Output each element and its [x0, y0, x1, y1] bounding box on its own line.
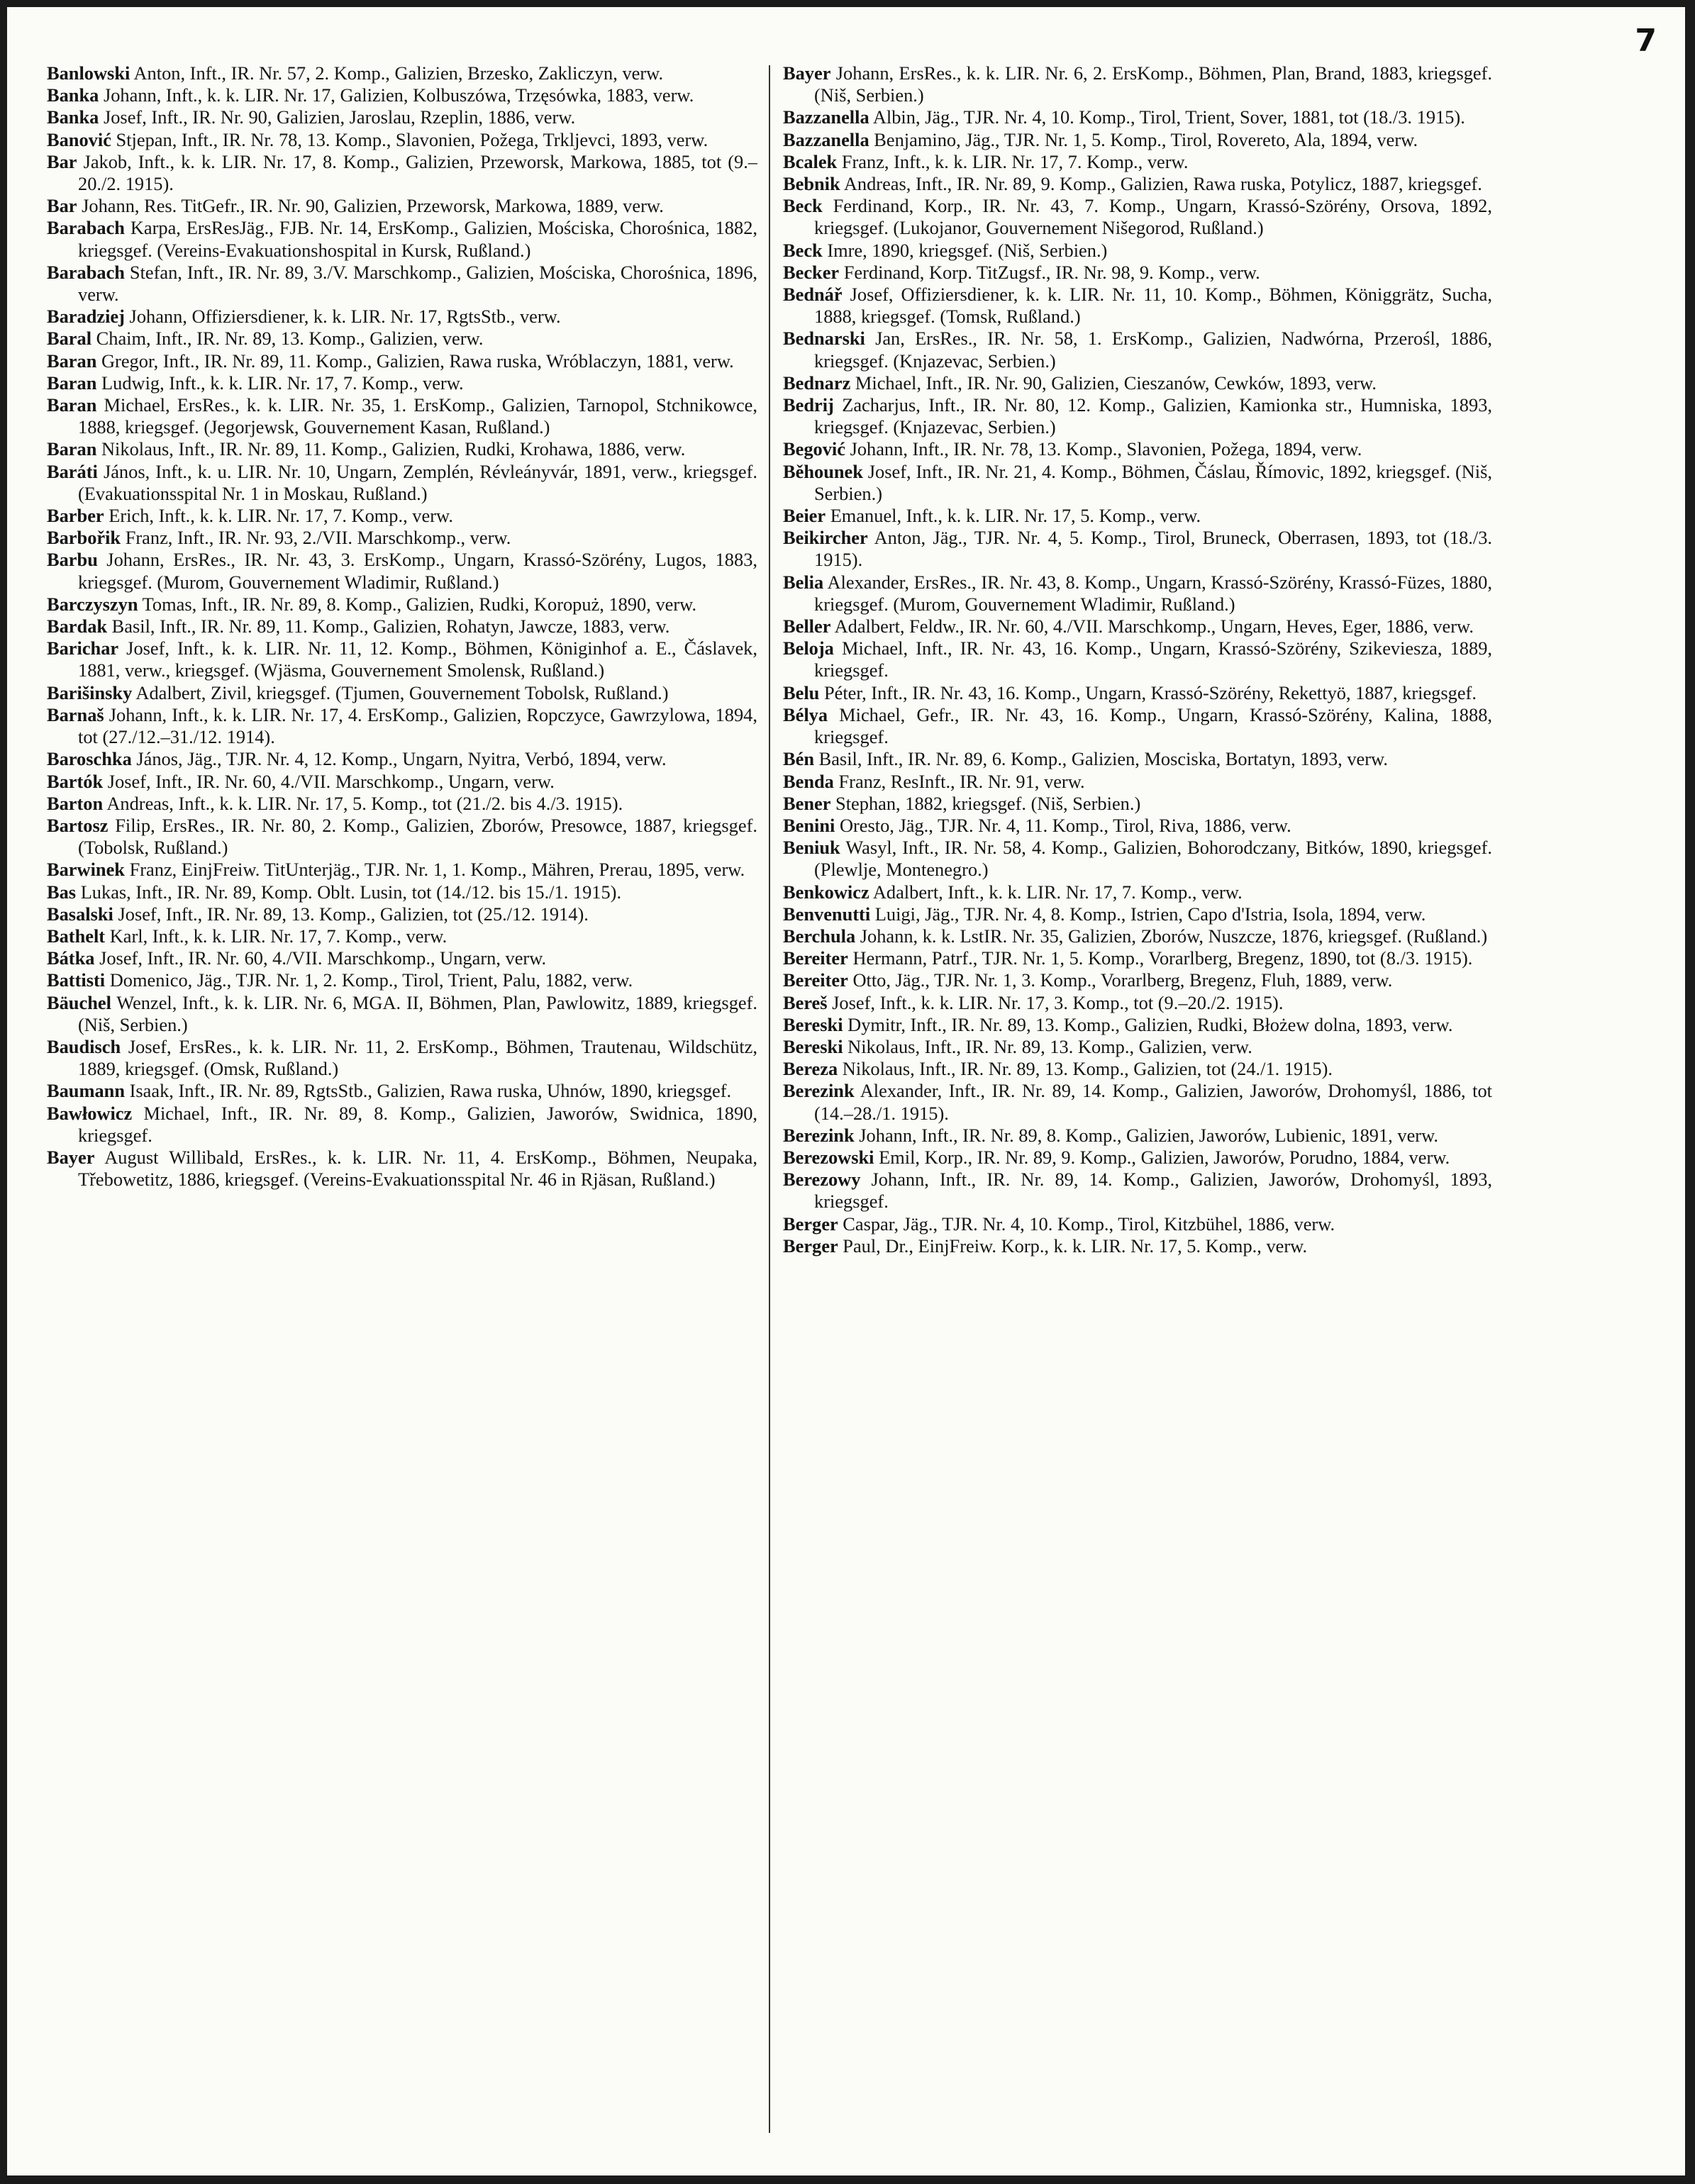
entry-details: Johann, Inft., k. k. LIR. Nr. 17, 4. ErsKomp., Galizien, Ropczyce, Gawrzylowa, 1894, tot (27./12.–31./12. 1914).	[78, 703, 757, 748]
entry-surname: Barton	[47, 792, 104, 814]
entry-details: Nikolaus, Inft., IR. Nr. 89, 11. Komp., Galizien, Rudki, Krohawa, 1886, verw.	[101, 438, 686, 460]
entry-details: Alexander, Inft., IR. Nr. 89, 14. Komp., Galizien, Jaworów, Drohomyśl, 1886, tot (14.–28./1. 1915).	[814, 1080, 1492, 1124]
roll-entry	[783, 925, 1492, 947]
entry-surname: Baran	[47, 394, 97, 416]
roll-entry	[783, 372, 1492, 394]
entry-surname: Basalski	[47, 903, 113, 925]
entry-surname: Bereza	[783, 1058, 838, 1080]
entry-surname: Bartosz	[47, 814, 109, 836]
roll-entry	[47, 969, 757, 991]
entry-surname: Beloja	[783, 637, 834, 659]
column-divider	[769, 65, 770, 2133]
entry-details: Johann, Res. TitGefr., IR. Nr. 90, Galizien, Przeworsk, Markowa, 1889, verw.	[82, 195, 664, 217]
entry-details: Andreas, Inft., IR. Nr. 89, 9. Komp., Galizien, Rawa ruska, Potylicz, 1887, kriegsgef.	[843, 173, 1482, 195]
roll-entry	[47, 704, 757, 748]
entry-surname: Bayer	[47, 1146, 95, 1168]
roll-entry	[47, 793, 757, 815]
entry-details: Johann, ErsRes., k. k. LIR. Nr. 6, 2. ErsKomp., Böhmen, Plan, Brand, 1883, kriegsgef. (Niš, Serbien.)	[814, 62, 1492, 106]
entry-surname: Beier	[783, 505, 826, 527]
roll-entry	[783, 947, 1492, 969]
entry-surname: Bäuchel	[47, 991, 111, 1013]
entry-details: Josef, Offiziersdiener, k. k. LIR. Nr. 11, 10. Komp., Böhmen, Königgrätz, Sucha, 1888, kriegsgef. (Tomsk, Rußland.)	[814, 284, 1492, 328]
roll-entry	[47, 84, 757, 106]
roll-entry	[47, 903, 757, 925]
roll-entry	[47, 505, 757, 527]
entry-surname: Benini	[783, 814, 835, 836]
roll-entry	[47, 859, 757, 881]
roll-entry	[783, 771, 1492, 793]
entry-surname: Bcalek	[783, 150, 838, 172]
entry-surname: Bener	[783, 792, 831, 814]
roll-entry	[783, 1058, 1492, 1080]
roll-entry	[783, 1014, 1492, 1036]
roll-entry	[47, 594, 757, 615]
entry-details: Adalbert, Zivil, kriegsgef. (Tjumen, Gouvernement Tobolsk, Rußland.)	[135, 681, 669, 703]
entry-details: Josef, Inft., IR. Nr. 90, Galizien, Jaroslau, Rzeplin, 1886, verw.	[103, 106, 576, 128]
roll-entry	[47, 1103, 757, 1147]
roll-entry	[783, 438, 1492, 460]
roll-entry	[783, 572, 1492, 615]
entry-surname: Belu	[783, 681, 820, 703]
entry-surname: Bátka	[47, 947, 95, 969]
entry-surname: Bawłowicz	[47, 1102, 133, 1124]
entry-details: Anton, Inft., IR. Nr. 57, 2. Komp., Galizien, Brzesko, Zakliczyn, verw.	[133, 62, 664, 84]
entry-details: Josef, Inft., IR. Nr. 89, 13. Komp., Galizien, tot (25./12. 1914).	[118, 903, 589, 925]
entry-details: Zacharjus, Inft., IR. Nr. 80, 12. Komp., Galizien, Kamionka str., Humniska, 1893, kriegsgef. (Knjazevac, Serbien.)	[814, 394, 1492, 438]
roll-entry	[47, 129, 757, 151]
entry-details: Johann, Inft., IR. Nr. 78, 13. Komp., Slavonien, Požega, 1894, verw.	[850, 438, 1362, 460]
roll-entry	[783, 1125, 1492, 1147]
entry-surname: Bén	[783, 748, 814, 770]
roll-entry	[783, 1235, 1492, 1257]
roll-entry	[783, 527, 1492, 571]
entry-details: Oresto, Jäg., TJR. Nr. 4, 11. Komp., Tirol, Riva, 1886, verw.	[839, 814, 1291, 836]
roll-entry	[47, 306, 757, 328]
roll-entry	[783, 969, 1492, 991]
roll-entry	[783, 328, 1492, 372]
entry-details: Karl, Inft., k. k. LIR. Nr. 17, 7. Komp., verw.	[109, 925, 448, 947]
roll-entry	[47, 1147, 757, 1191]
entry-details: Josef, Inft., k. k. LIR. Nr. 17, 3. Komp., tot (9.–20./2. 1915).	[832, 991, 1284, 1013]
entry-details: Josef, ErsRes., k. k. LIR. Nr. 11, 2. ErsKomp., Böhmen, Trautenau, Wildschütz, 1889, kriegsgef. (Omsk, Rußland.)	[78, 1035, 757, 1080]
entry-details: Emil, Korp., IR. Nr. 89, 9. Komp., Galizien, Jaworów, Porudno, 1884, verw.	[879, 1146, 1450, 1168]
entry-surname: Berger	[783, 1213, 838, 1235]
entry-details: Josef, Inft., IR. Nr. 60, 4./VII. Marschkomp., Ungarn, verw.	[107, 770, 555, 792]
entry-details: Benjamino, Jäg., TJR. Nr. 1, 5. Komp., Tirol, Rovereto, Ala, 1894, verw.	[874, 128, 1418, 150]
entry-details: Michael, Inft., IR. Nr. 90, Galizien, Cieszanów, Cewków, 1893, verw.	[855, 372, 1377, 394]
roll-entry	[783, 240, 1492, 262]
entry-surname: Belia	[783, 571, 824, 593]
roll-entry	[47, 549, 757, 593]
entry-details: Franz, ResInft., IR. Nr. 91, verw.	[838, 770, 1085, 792]
entry-surname: Bedrij	[783, 394, 834, 416]
roll-entry	[783, 505, 1492, 527]
entry-surname: Baran	[47, 438, 97, 460]
entry-details: Wasyl, Inft., IR. Nr. 58, 4. Komp., Galizien, Bohorodczany, Bitków, 1890, kriegsgef. (Plewlje, Montenegro.)	[814, 837, 1492, 881]
entry-surname: Bazzanella	[783, 106, 869, 128]
roll-entry	[783, 62, 1492, 106]
entry-surname: Bereski	[783, 1013, 843, 1035]
roll-entry	[47, 527, 757, 549]
entry-surname: Běhounek	[783, 460, 863, 482]
entry-details: Isaak, Inft., IR. Nr. 89, RgtsStb., Galizien, Rawa ruska, Uhnów, 1890, kriegsgef.	[129, 1080, 732, 1102]
entry-surname: Barczyszyn	[47, 593, 138, 615]
entry-details: Nikolaus, Inft., IR. Nr. 89, 13. Komp., Galizien, verw.	[848, 1035, 1252, 1057]
entry-surname: Baumann	[47, 1080, 126, 1102]
right-column	[783, 62, 1492, 2147]
entry-surname: Beniuk	[783, 837, 840, 859]
entry-surname: Baran	[47, 372, 97, 394]
entry-details: Jan, ErsRes., IR. Nr. 58, 1. ErsKomp., Galizien, Nadwórna, Przerośl, 1886, kriegsgef. (Knjazevac, Serbien.)	[814, 328, 1492, 372]
roll-entry	[47, 394, 757, 438]
entry-details: Péter, Inft., IR. Nr. 43, 16. Komp., Ungarn, Krassó-Szörény, Rekettyö, 1887, kriegsgef.	[823, 681, 1477, 703]
entry-details: Tomas, Inft., IR. Nr. 89, 8. Komp., Galizien, Rudki, Koropuż, 1890, verw.	[142, 593, 697, 615]
entry-surname: Baudisch	[47, 1035, 121, 1057]
entry-surname: Bereiter	[783, 947, 848, 969]
roll-entry	[47, 106, 757, 128]
entry-surname: Berezowski	[783, 1146, 874, 1168]
entry-details: Otto, Jäg., TJR. Nr. 1, 3. Komp., Vorarlberg, Bregenz, Fluh, 1889, verw.	[852, 969, 1393, 991]
roll-entry	[783, 1036, 1492, 1058]
roll-entry	[783, 106, 1492, 128]
roll-entry	[783, 195, 1492, 239]
entry-details: Michael, Gefr., IR. Nr. 43, 16. Komp., Ungarn, Krassó-Szörény, Kalina, 1888, kriegsgef.	[814, 703, 1492, 748]
entry-details: Michael, Inft., IR. Nr. 89, 8. Komp., Galizien, Jaworów, Swidnica, 1890, kriegsgef.	[78, 1102, 757, 1146]
entry-surname: Bereiter	[783, 969, 848, 991]
entry-surname: Beck	[783, 239, 823, 261]
roll-entry	[47, 881, 757, 903]
entry-surname: Bayer	[783, 62, 831, 84]
entry-surname: Bereski	[783, 1035, 843, 1057]
roll-entry	[47, 992, 757, 1036]
entry-details: Caspar, Jäg., TJR. Nr. 4, 10. Komp., Tirol, Kitzbühel, 1886, verw.	[843, 1213, 1335, 1235]
roll-entry	[47, 637, 757, 681]
roll-entry	[47, 151, 757, 195]
entry-details: Johann, k. k. LstIR. Nr. 35, Galizien, Zborów, Nuszcze, 1876, kriegsgef. (Rußland.)	[860, 925, 1488, 947]
entry-surname: Berezowy	[783, 1169, 861, 1191]
entry-surname: Bebnik	[783, 173, 840, 195]
entry-surname: Bathelt	[47, 925, 106, 947]
roll-entry	[783, 1080, 1492, 1124]
entry-surname: Bardak	[47, 615, 108, 637]
entry-details: Domenico, Jäg., TJR. Nr. 1, 2. Komp., Tirol, Trient, Palu, 1882, verw.	[109, 969, 633, 991]
entry-surname: Barnaš	[47, 703, 104, 725]
roll-entry	[783, 903, 1492, 925]
entry-details: Erich, Inft., k. k. LIR. Nr. 17, 7. Komp., verw.	[109, 505, 453, 527]
roll-entry	[783, 881, 1492, 903]
entry-details: Lukas, Inft., IR. Nr. 89, Komp. Oblt. Lusin, tot (14./12. bis 15./1. 1915).	[80, 881, 622, 903]
entry-surname: Bar	[47, 150, 77, 172]
entry-details: János, Jäg., TJR. Nr. 4, 12. Komp., Ungarn, Nyitra, Verbó, 1894, verw.	[136, 748, 667, 770]
entry-details: Andreas, Inft., k. k. LIR. Nr. 17, 5. Komp., tot (21./2. bis 4./3. 1915).	[106, 792, 623, 814]
entry-details: Hermann, Patrf., TJR. Nr. 1, 5. Komp., Vorarlberg, Bregenz, 1890, tot (8./3. 1915).	[852, 947, 1473, 969]
entry-surname: Bazzanella	[783, 128, 869, 150]
roll-entry	[783, 461, 1492, 505]
entry-details: Albin, Jäg., TJR. Nr. 4, 10. Komp., Tirol, Trient, Sover, 1881, tot (18./3. 1915).	[872, 106, 1465, 128]
entry-details: Stefan, Inft., IR. Nr. 89, 3./V. Marschkomp., Galizien, Mościska, Chorośnica, 1896, verw.	[78, 261, 757, 306]
entry-surname: Baráti	[47, 460, 98, 482]
entry-details: Michael, Inft., IR. Nr. 43, 16. Komp., Ungarn, Krassó-Szörény, Szikeviesza, 1889, kriegsgef.	[814, 637, 1492, 681]
entry-details: Emanuel, Inft., k. k. LIR. Nr. 17, 5. Komp., verw.	[830, 505, 1201, 527]
entry-surname: Berchula	[783, 925, 856, 947]
entry-surname: Begović	[783, 438, 845, 460]
entry-surname: Beikircher	[783, 527, 868, 549]
roll-entry	[47, 771, 757, 793]
entry-details: Josef, Inft., k. k. LIR. Nr. 11, 12. Komp., Böhmen, Königinhof a. E., Čáslavek, 1881, verw., kriegsgef. (Wjäsma, Gouvernement Smolensk, Rußland.)	[78, 637, 757, 681]
roll-entry	[47, 815, 757, 859]
entry-details: Basil, Inft., IR. Nr. 89, 6. Komp., Galizien, Mosciska, Bortatyn, 1893, verw.	[818, 748, 1388, 770]
entry-details: Michael, ErsRes., k. k. LIR. Nr. 35, 1. ErsKomp., Galizien, Tarnopol, Stchnikowce, 1888, kriegsgef. (Jegorjewsk, Gouvernement Kasan, Rußland.)	[78, 394, 757, 438]
entry-surname: Banka	[47, 84, 99, 106]
roll-entry	[783, 615, 1492, 637]
entry-surname: Baradziej	[47, 306, 125, 328]
entry-details: Johann, Offiziersdiener, k. k. LIR. Nr. 17, RgtsStb., verw.	[129, 306, 561, 328]
roll-entry	[47, 217, 757, 261]
roll-entry	[47, 682, 757, 704]
entry-details: Ferdinand, Korp., IR. Nr. 43, 7. Komp., Ungarn, Krassó-Szörény, Orsova, 1892, kriegsgef. (Lukojanor, Gouvernement Nišegorod, Rußland.)	[814, 195, 1492, 239]
entry-details: Ludwig, Inft., k. k. LIR. Nr. 17, 7. Komp., verw.	[101, 372, 464, 394]
entry-surname: Bartók	[47, 770, 104, 792]
roll-entry	[783, 992, 1492, 1014]
entry-details: János, Inft., k. u. LIR. Nr. 10, Ungarn, Zemplén, Révleányvár, 1891, verw., kriegsgef. (Evakuationsspital Nr. 1 in Moskau, Rußland.)	[78, 460, 757, 504]
roll-entry	[783, 173, 1492, 195]
entry-surname: Bednarski	[783, 328, 865, 350]
roll-entry	[783, 637, 1492, 681]
entry-surname: Bednář	[783, 284, 843, 306]
entry-details: Wenzel, Inft., k. k. LIR. Nr. 6, MGA. II, Böhmen, Plan, Pawlowitz, 1889, kriegsgef. (Niš, Serbien.)	[78, 991, 757, 1035]
entry-surname: Banlowski	[47, 62, 130, 84]
entry-details: Dymitr, Inft., IR. Nr. 89, 13. Komp., Galizien, Rudki, Błożew dolna, 1893, verw.	[848, 1013, 1453, 1035]
left-column	[47, 62, 757, 2147]
entry-surname: Barwinek	[47, 859, 125, 881]
roll-entry	[47, 925, 757, 947]
entry-details: Jakob, Inft., k. k. LIR. Nr. 17, 8. Komp., Galizien, Przeworsk, Markowa, 1885, tot (9.–20./2. 1915).	[78, 150, 757, 195]
entry-details: Franz, EinjFreiw. TitUnterjäg., TJR. Nr. 1, 1. Komp., Mähren, Prerau, 1895, verw.	[129, 859, 745, 881]
entry-surname: Berezink	[783, 1124, 855, 1146]
entry-details: Adalbert, Feldw., IR. Nr. 60, 4./VII. Marschkomp., Ungarn, Heves, Eger, 1886, verw.	[834, 615, 1474, 637]
entry-surname: Beller	[783, 615, 831, 637]
roll-entry	[783, 793, 1492, 815]
entry-surname: Baral	[47, 328, 92, 350]
entry-surname: Bas	[47, 881, 77, 903]
roll-entry	[783, 129, 1492, 151]
entry-details: Basil, Inft., IR. Nr. 89, 11. Komp., Galizien, Rohatyn, Jawcze, 1883, verw.	[111, 615, 670, 637]
entry-details: Chaim, Inft., IR. Nr. 89, 13. Komp., Galizien, verw.	[96, 328, 484, 350]
roll-entry	[47, 195, 757, 217]
entry-details: Imre, 1890, kriegsgef. (Niš, Serbien.)	[827, 239, 1108, 261]
entry-surname: Bereš	[783, 991, 828, 1013]
roll-entry	[783, 815, 1492, 837]
entry-details: Johann, Inft., k. k. LIR. Nr. 17, Galizien, Kolbuszówa, Trzęsówka, 1883, verw.	[103, 84, 694, 106]
entry-details: Stjepan, Inft., IR. Nr. 78, 13. Komp., Slavonien, Požega, Trkljevci, 1893, verw.	[116, 128, 708, 150]
roll-entry	[47, 62, 757, 84]
roll-entry	[47, 1036, 757, 1080]
roll-entry	[783, 394, 1492, 438]
entry-surname: Barber	[47, 505, 104, 527]
entry-details: Anton, Jäg., TJR. Nr. 4, 5. Komp., Tirol, Bruneck, Oberrasen, 1893, tot (18./3. 1915).	[814, 527, 1492, 571]
entry-surname: Beck	[783, 195, 823, 217]
roll-entry	[47, 438, 757, 460]
roll-entry	[47, 615, 757, 637]
entry-surname: Banović	[47, 128, 111, 150]
entry-surname: Banka	[47, 106, 99, 128]
roll-entry	[783, 1169, 1492, 1213]
document-page	[7, 7, 1685, 2175]
entry-surname: Bednarz	[783, 372, 851, 394]
entry-surname: Barbu	[47, 549, 98, 571]
roll-entry	[783, 151, 1492, 173]
entry-details: Alexander, ErsRes., IR. Nr. 43, 8. Komp., Ungarn, Krassó-Szörény, Krassó-Füzes, 1880, kriegsgef. (Murom, Gouvernement Wladimir, Rußland.)	[814, 571, 1492, 615]
entry-surname: Barbořik	[47, 527, 121, 549]
roll-entry	[783, 1147, 1492, 1169]
roll-entry	[783, 284, 1492, 328]
roll-entry	[783, 837, 1492, 881]
entry-surname: Becker	[783, 261, 840, 283]
entry-details: Gregor, Inft., IR. Nr. 89, 11. Komp., Galizien, Rawa ruska, Wróblaczyn, 1881, verw.	[101, 350, 734, 372]
roll-entry	[47, 461, 757, 505]
entry-surname: Bar	[47, 195, 77, 217]
entry-surname: Battisti	[47, 969, 106, 991]
entry-details: Filip, ErsRes., IR. Nr. 80, 2. Komp., Galizien, Zborów, Presowce, 1887, kriegsgef. (Tobolsk, Rußland.)	[78, 814, 757, 859]
entry-details: Johann, Inft., IR. Nr. 89, 8. Komp., Galizien, Jaworów, Lubienic, 1891, verw.	[859, 1124, 1439, 1146]
roll-entry	[783, 1213, 1492, 1235]
entry-surname: Benda	[783, 770, 834, 792]
entry-details: Franz, Inft., k. k. LIR. Nr. 17, 7. Komp., verw.	[841, 150, 1189, 172]
roll-entry	[47, 748, 757, 770]
entry-surname: Benvenutti	[783, 903, 871, 925]
entry-details: Karpa, ErsResJäg., FJB. Nr. 14, ErsKomp., Galizien, Mościska, Chorośnica, 1882, kriegsgef. (Vereins-Evakuationshospital in Kursk, Rußland.)	[78, 217, 757, 261]
entry-details: Josef, Inft., IR. Nr. 60, 4./VII. Marschkomp., Ungarn, verw.	[99, 947, 547, 969]
roll-entry	[47, 350, 757, 372]
entry-surname: Baran	[47, 350, 97, 372]
entry-details: Luigi, Jäg., TJR. Nr. 4, 8. Komp., Istrien, Capo d'Istria, Isola, 1894, verw.	[874, 903, 1426, 925]
roll-entry	[47, 947, 757, 969]
entry-surname: Bélya	[783, 703, 828, 725]
entry-details: Paul, Dr., EinjFreiw. Korp., k. k. LIR. Nr. 17, 5. Komp., verw.	[843, 1235, 1308, 1257]
entry-details: Ferdinand, Korp. TitZugsf., IR. Nr. 98, 9. Komp., verw.	[843, 261, 1260, 283]
entry-details: Johann, Inft., IR. Nr. 89, 14. Komp., Galizien, Jaworów, Drohomyśl, 1893, kriegsgef.	[814, 1169, 1492, 1213]
entry-surname: Barabach	[47, 217, 125, 239]
roll-entry	[783, 262, 1492, 284]
entry-surname: Berger	[783, 1235, 838, 1257]
entry-surname: Berezink	[783, 1080, 855, 1102]
entry-surname: Barišinsky	[47, 681, 133, 703]
entry-details: Josef, Inft., IR. Nr. 21, 4. Komp., Böhmen, Čáslau, Římovic, 1892, kriegsgef. (Niš, Serbien.)	[814, 460, 1492, 504]
entry-details: Franz, Inft., IR. Nr. 93, 2./VII. Marschkomp., verw.	[125, 527, 511, 549]
roll-entry	[783, 682, 1492, 704]
roll-entry	[47, 262, 757, 306]
entry-details: Stephan, 1882, kriegsgef. (Niš, Serbien.)	[835, 792, 1141, 814]
entry-surname: Barichar	[47, 637, 119, 659]
entry-surname: Barabach	[47, 261, 125, 283]
entry-details: Adalbert, Inft., k. k. LIR. Nr. 17, 7. Komp., verw.	[872, 881, 1243, 903]
roll-entry	[783, 748, 1492, 770]
entry-details: Johann, ErsRes., IR. Nr. 43, 3. ErsKomp., Ungarn, Krassó-Szörény, Lugos, 1883, kriegsgef. (Murom, Gouvernement Wladimir, Rußland.)	[78, 549, 757, 593]
entry-surname: Baroschka	[47, 748, 132, 770]
roll-entry	[783, 704, 1492, 748]
roll-entry	[47, 328, 757, 350]
entry-surname: Benkowicz	[783, 881, 869, 903]
entry-details: Nikolaus, Inft., IR. Nr. 89, 13. Komp., Galizien, tot (24./1. 1915).	[842, 1058, 1333, 1080]
page-number: 7	[1635, 23, 1657, 59]
entry-details: August Willibald, ErsRes., k. k. LIR. Nr. 11, 4. ErsKomp., Böhmen, Neupaka, Třebowetitz, 1886, kriegsgef. (Vereins-Evakuationsspital Nr. 46 in Rjäsan, Rußland.)	[78, 1146, 757, 1191]
roll-entry	[47, 1080, 757, 1102]
roll-entry	[47, 372, 757, 394]
